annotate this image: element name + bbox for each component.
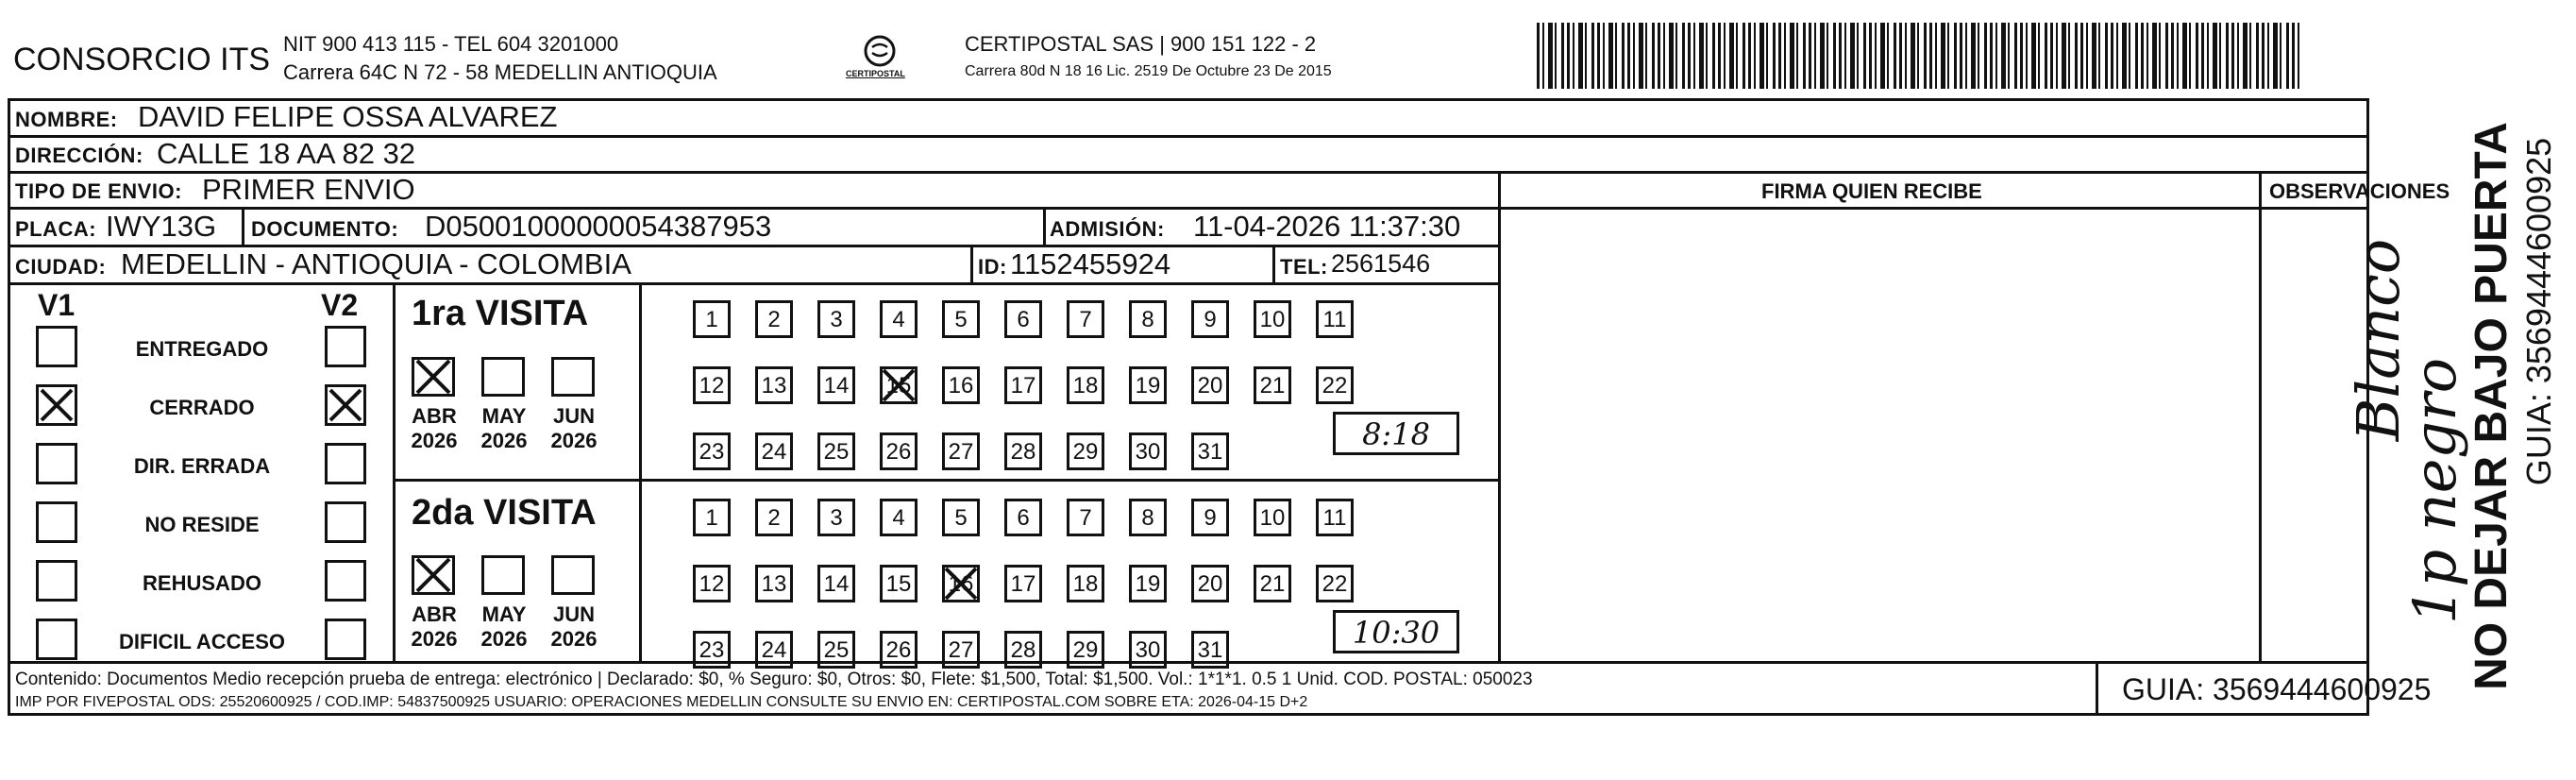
logo-caption: CERTIPOSTAL xyxy=(846,69,905,78)
day-14[interactable]: 14 xyxy=(817,366,855,404)
document-label: DOCUMENTO: xyxy=(251,217,399,241)
status-label: CERRADO xyxy=(149,396,255,419)
day-16[interactable]: 16 xyxy=(942,565,980,602)
day-1[interactable]: 1 xyxy=(693,499,731,536)
day-25[interactable]: 25 xyxy=(817,432,855,470)
tel-value: 2561546 xyxy=(1331,249,1431,278)
recipient-address: CALLE 18 AA 82 32 xyxy=(157,137,416,170)
day-16[interactable]: 16 xyxy=(942,366,980,404)
day-20[interactable]: 20 xyxy=(1191,366,1229,404)
second-visit-time[interactable]: 10:30 xyxy=(1333,610,1459,653)
handwritten-note-2: 1p negro xyxy=(2400,357,2470,625)
day-17[interactable]: 17 xyxy=(1004,366,1042,404)
day-29[interactable]: 29 xyxy=(1067,631,1104,669)
name-label: NOMBRE: xyxy=(15,108,118,131)
day-22[interactable]: 22 xyxy=(1316,565,1354,602)
status-label: ENTREGADO xyxy=(135,337,269,361)
day-19[interactable]: 19 xyxy=(1129,366,1167,404)
admission-value: 11-04-2026 11:37:30 xyxy=(1193,210,1461,243)
month-checkbox[interactable] xyxy=(481,555,525,595)
day-1[interactable]: 1 xyxy=(693,300,731,338)
year-label: 2026 xyxy=(411,429,458,452)
handwritten-note-1: Blanco xyxy=(2344,238,2414,442)
v2-checkbox[interactable] xyxy=(325,443,366,484)
month-label: JUN xyxy=(552,602,595,626)
side-guide: GUIA: 3569444600925 xyxy=(2519,137,2559,486)
day-5[interactable]: 5 xyxy=(942,300,980,338)
first-visit-title: 1ra VISITA xyxy=(412,294,589,333)
day-24[interactable]: 24 xyxy=(755,631,793,669)
month-label: MAY xyxy=(481,404,527,428)
v2-checkbox[interactable] xyxy=(325,326,366,367)
first-visit-time[interactable]: 8:18 xyxy=(1333,412,1459,455)
day-28[interactable]: 28 xyxy=(1004,432,1042,470)
day-11[interactable]: 11 xyxy=(1316,499,1354,536)
year-label: 2026 xyxy=(411,627,458,651)
month-label: MAY xyxy=(481,602,527,626)
year-label: 2026 xyxy=(550,627,598,651)
day-7[interactable]: 7 xyxy=(1067,300,1104,338)
month-check-mark xyxy=(413,555,453,595)
day-4[interactable]: 4 xyxy=(880,300,918,338)
day-check-mark xyxy=(880,366,918,404)
day-24[interactable]: 24 xyxy=(755,432,793,470)
day-29[interactable]: 29 xyxy=(1067,432,1104,470)
second-visit-title: 2da VISITA xyxy=(412,493,597,533)
day-27[interactable]: 27 xyxy=(942,432,980,470)
day-2[interactable]: 2 xyxy=(755,300,793,338)
day-17[interactable]: 17 xyxy=(1004,565,1042,602)
day-31[interactable]: 31 xyxy=(1191,432,1229,470)
month-check-mark xyxy=(413,357,453,397)
month-label: JUN xyxy=(552,404,595,428)
day-21[interactable]: 21 xyxy=(1254,565,1291,602)
admission-label: ADMISIÓN: xyxy=(1050,217,1165,241)
v2-checkbox[interactable] xyxy=(325,501,366,543)
v2-checkbox[interactable] xyxy=(325,560,366,602)
day-2[interactable]: 2 xyxy=(755,499,793,536)
day-13[interactable]: 13 xyxy=(755,565,793,602)
month-checkbox[interactable] xyxy=(481,357,525,397)
send-type-label: TIPO DE ENVIO: xyxy=(15,179,182,203)
id-value: 1152455924 xyxy=(1010,247,1171,280)
v1-checkbox[interactable] xyxy=(36,326,77,367)
month-label: ABR xyxy=(412,602,457,626)
v1-checkbox[interactable] xyxy=(36,560,77,602)
day-21[interactable]: 21 xyxy=(1254,366,1291,404)
status-label: DIFICIL ACCESO xyxy=(118,630,285,653)
v1-checkbox[interactable] xyxy=(36,501,77,543)
company-address: Carrera 64C N 72 - 58 MEDELLIN ANTIOQUIA xyxy=(283,60,717,84)
day-27[interactable]: 27 xyxy=(942,631,980,669)
month-label: ABR xyxy=(412,404,457,428)
certipostal-logo xyxy=(840,32,919,85)
day-14[interactable]: 14 xyxy=(817,565,855,602)
year-label: 2026 xyxy=(480,627,528,651)
day-15[interactable]: 15 xyxy=(880,565,918,602)
observations-label: OBSERVACIONES xyxy=(2269,179,2450,203)
day-30[interactable]: 30 xyxy=(1129,432,1167,470)
recipient-name: DAVID FELIPE OSSA ALVAREZ xyxy=(138,100,558,133)
day-9[interactable]: 9 xyxy=(1191,300,1229,338)
address-label: DIRECCIÓN: xyxy=(15,144,143,167)
v1-checkbox[interactable] xyxy=(36,619,77,660)
document-value: D05001000000054387953 xyxy=(425,210,772,243)
day-4[interactable]: 4 xyxy=(880,499,918,536)
courier-name: CERTIPOSTAL SAS | 900 151 122 - 2 xyxy=(965,32,1317,56)
footer-print-info: IMP POR FIVEPOSTAL ODS: 25520600925 / COD.IMP: 54837500925 USUARIO: OPERACIONES MEDELLIN CONSULTE SU ENVIO EN: CERTIPOSTAL.COM SOBRE ETA: 2026-04-15 D+2 xyxy=(15,694,1308,710)
plate-value: IWY13G xyxy=(106,210,217,243)
day-7[interactable]: 7 xyxy=(1067,499,1104,536)
company-name: CONSORCIO ITS xyxy=(13,42,271,77)
day-15[interactable]: 15 xyxy=(880,366,918,404)
v1-checkbox[interactable] xyxy=(36,443,77,484)
v2-label: V2 xyxy=(321,288,359,322)
footer-content: Contenido: Documentos Medio recepción prueba de entrega: electrónico | Declarado: $0, % Seguro: $0, Otros: $0, Flete: $1,500, Total: $1,500. Vol.: 1*1*1. 0.5 1 Unid. COD. POSTAL: 050023 xyxy=(15,670,1533,689)
id-label: ID: xyxy=(978,255,1007,279)
tel-label: TEL: xyxy=(1280,255,1328,279)
year-label: 2026 xyxy=(480,429,528,452)
courier-license: Carrera 80d N 18 16 Lic. 2519 De Octubre 23 De 2015 xyxy=(965,63,1332,79)
send-type: PRIMER ENVIO xyxy=(202,173,415,206)
day-22[interactable]: 22 xyxy=(1316,366,1354,404)
v1-check-mark xyxy=(38,386,76,424)
year-label: 2026 xyxy=(550,429,598,452)
status-label: REHUSADO xyxy=(143,571,261,595)
status-label: DIR. ERRADA xyxy=(133,454,271,478)
day-3[interactable]: 3 xyxy=(817,300,855,338)
v2-check-mark xyxy=(327,386,364,424)
day-25[interactable]: 25 xyxy=(817,631,855,669)
day-8[interactable]: 8 xyxy=(1129,499,1167,536)
day-30[interactable]: 30 xyxy=(1129,631,1167,669)
day-10[interactable]: 10 xyxy=(1254,300,1291,338)
day-28[interactable]: 28 xyxy=(1004,631,1042,669)
company-nit: NIT 900 413 115 - TEL 604 3201000 xyxy=(283,32,619,56)
signature-label: FIRMA QUIEN RECIBE xyxy=(1761,179,1982,203)
day-11[interactable]: 11 xyxy=(1316,300,1354,338)
day-6[interactable]: 6 xyxy=(1004,499,1042,536)
v2-checkbox[interactable] xyxy=(325,619,366,660)
day-12[interactable]: 12 xyxy=(693,366,731,404)
day-23[interactable]: 23 xyxy=(693,631,731,669)
day-13[interactable]: 13 xyxy=(755,366,793,404)
day-5[interactable]: 5 xyxy=(942,499,980,536)
day-31[interactable]: 31 xyxy=(1191,631,1229,669)
day-18[interactable]: 18 xyxy=(1067,565,1104,602)
day-26[interactable]: 26 xyxy=(880,631,918,669)
day-check-mark xyxy=(942,565,980,602)
day-6[interactable]: 6 xyxy=(1004,300,1042,338)
day-18[interactable]: 18 xyxy=(1067,366,1104,404)
city-label: CIUDAD: xyxy=(15,255,107,279)
barcode xyxy=(1537,23,2299,89)
city-value: MEDELLIN - ANTIOQUIA - COLOMBIA xyxy=(121,247,631,280)
day-9[interactable]: 9 xyxy=(1191,499,1229,536)
footer-guide: GUIA: 3569444600925 xyxy=(2122,672,2432,706)
month-checkbox[interactable] xyxy=(551,357,595,397)
day-12[interactable]: 12 xyxy=(693,565,731,602)
month-checkbox[interactable] xyxy=(551,555,595,595)
day-8[interactable]: 8 xyxy=(1129,300,1167,338)
day-26[interactable]: 26 xyxy=(880,432,918,470)
day-23[interactable]: 23 xyxy=(693,432,731,470)
side-warning: NO DEJAR BAJO PUERTA xyxy=(2466,122,2517,690)
day-19[interactable]: 19 xyxy=(1129,565,1167,602)
v1-label: V1 xyxy=(38,288,76,322)
day-10[interactable]: 10 xyxy=(1254,499,1291,536)
status-label: NO RESIDE xyxy=(144,513,260,536)
day-3[interactable]: 3 xyxy=(817,499,855,536)
plate-label: PLACA: xyxy=(15,217,97,241)
day-20[interactable]: 20 xyxy=(1191,565,1229,602)
